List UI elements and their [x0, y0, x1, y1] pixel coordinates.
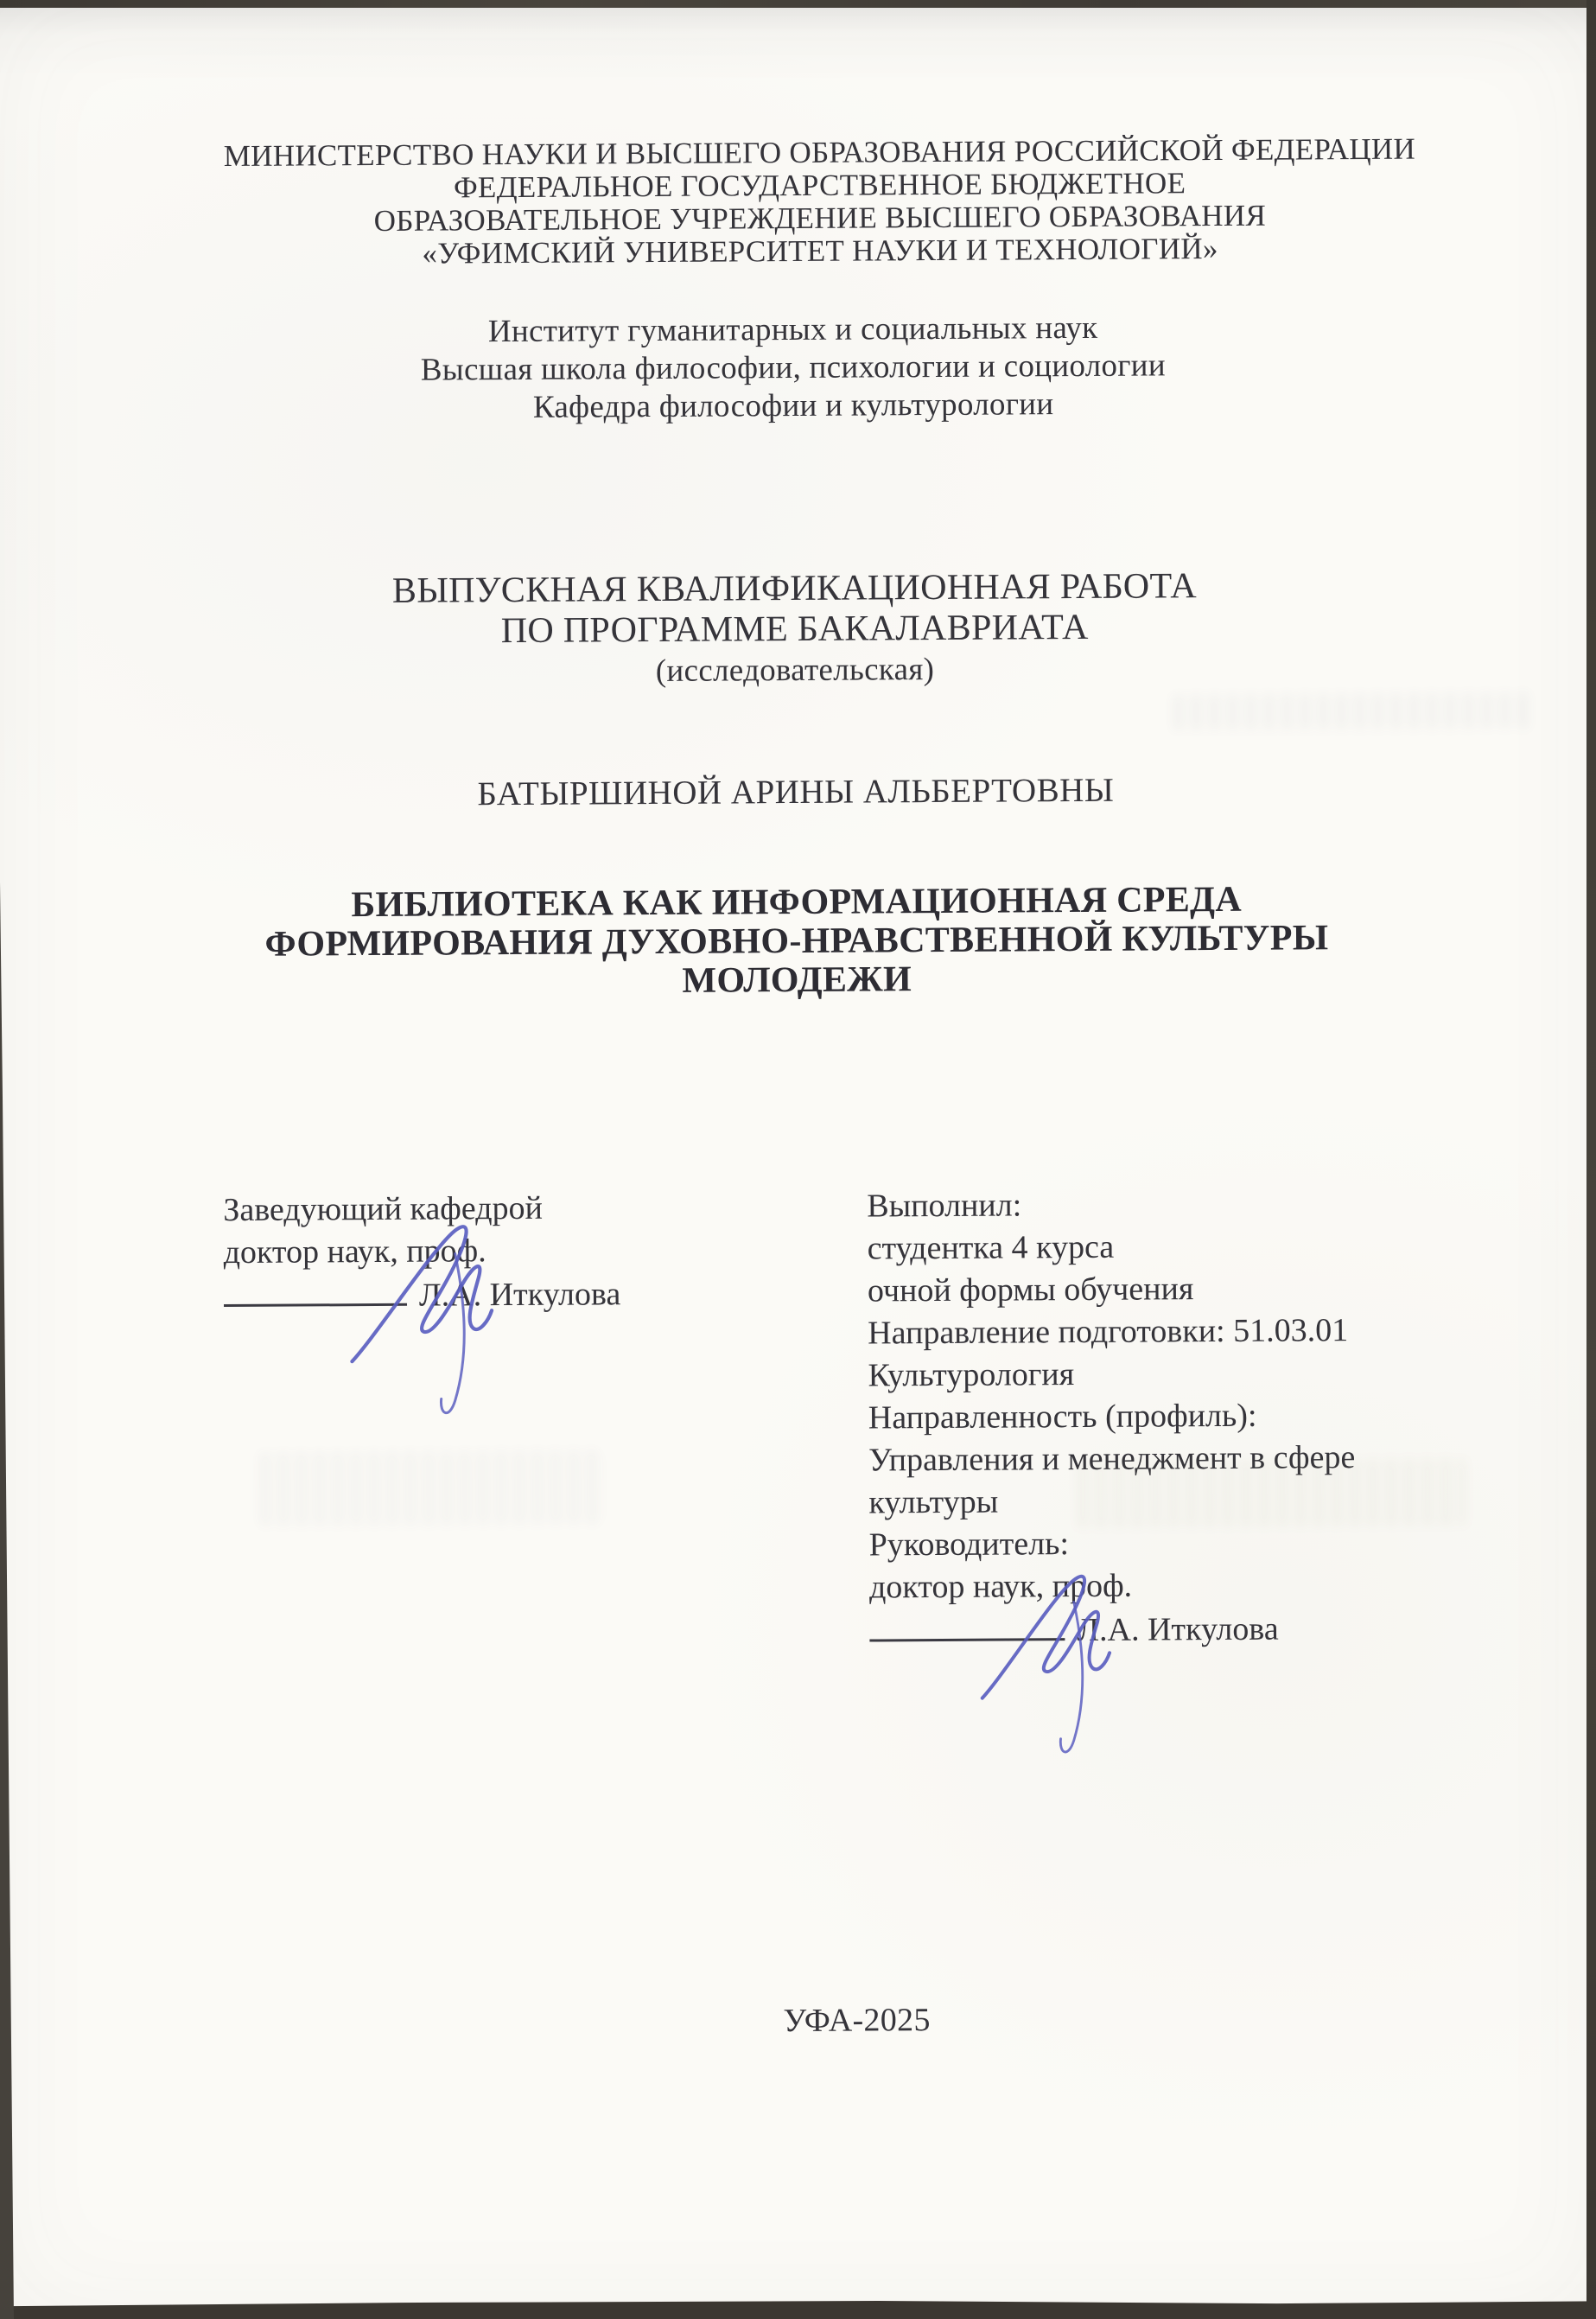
performer-line-8: культуры	[868, 1483, 999, 1521]
thesis-title	[0, 878, 1595, 1004]
thesis-title-line-2: ФОРМИРОВАНИЯ ДУХОВНО-НРАВСТВЕННОЙ КУЛЬТУРЫ	[264, 918, 1329, 965]
university-header-line-1: МИНИСТЕРСТВО НАУКИ И ВЫСШЕГО ОБРАЗОВАНИЯ РОССИЙСКОЙ ФЕДЕРАЦИИ	[223, 131, 1416, 174]
bleed-through-smudge	[259, 1449, 606, 1526]
work-type-line-3: (исследовательская)	[655, 652, 935, 689]
work-type-line-1: ВЫПУСКНАЯ КВАЛИФИКАЦИОННАЯ РАБОТА	[391, 566, 1198, 611]
performer-line-5: Культурология	[868, 1356, 1075, 1394]
university-header-line-3: ОБРАЗОВАТЕЛЬНОЕ УЧРЕЖДЕНИЕ ВЫСШЕГО ОБРАЗОВАНИЯ	[373, 198, 1267, 238]
department-line-2: Высшая школа философии, психологии и социологии	[420, 347, 1167, 388]
performer-line-4: Направление подготовки: 51.03.01	[868, 1312, 1349, 1352]
performer-line-6: Направленность (профиль):	[868, 1397, 1257, 1437]
head-of-department-title: Заведующий кафедрой	[223, 1189, 544, 1229]
work-type-line-2: ПО ПРОГРАММЕ БАКАЛАВРИАТА	[500, 607, 1089, 652]
city-year: УФА-2025	[783, 2002, 931, 2040]
author-name: БАТЫРШИНОЙ АРИНЫ АЛЬБЕРТОВНЫ	[477, 771, 1115, 813]
performer-line-1: Выполнил:	[867, 1187, 1022, 1225]
university-header-line-2: ФЕДЕРАЛЬНОЕ ГОСУДАРСТВЕННОЕ БЮДЖЕТНОЕ	[453, 166, 1186, 205]
handwritten-signature-head	[335, 1215, 518, 1424]
bleed-through-smudge	[1173, 692, 1536, 731]
performer-line-10: доктор наук, проф.	[868, 1567, 1133, 1606]
thesis-title-line-3: МОЛОДЕЖИ	[682, 959, 912, 1001]
performer-line-2: студентка 4 курса	[867, 1228, 1115, 1267]
performer-line-3: очной формы обучения	[867, 1271, 1194, 1309]
university-header-line-4: «УФИМСКИЙ УНИВЕРСИТЕТ НАУКИ И ТЕХНОЛОГИЙ»	[422, 232, 1218, 271]
work-type-block	[0, 564, 1593, 695]
university-header	[0, 131, 1591, 272]
performer-line-7: Управления и менеджмент в сфере	[868, 1439, 1356, 1479]
scan-edge-top	[0, 0, 1596, 8]
head-of-department-degree: доктор наук, проф.	[223, 1233, 486, 1271]
bleed-through-smudge	[1077, 1458, 1466, 1528]
head-signature-name: Л.А. Иткулова	[418, 1276, 621, 1314]
scan-edge-right	[1586, 0, 1596, 2319]
department-line-3: Кафедра философии и культурологии	[532, 386, 1054, 425]
performer-line-9: Руководитель:	[868, 1526, 1070, 1564]
department-block	[0, 306, 1592, 430]
supervisor-signature-name: Л.А. Иткулова	[1077, 1610, 1279, 1649]
department-line-1: Институт гуманитарных и социальных наук	[487, 309, 1098, 350]
handwritten-signature-supervisor	[963, 1558, 1137, 1766]
thesis-title-line-1: БИБЛИОТЕКА КАК ИНФОРМАЦИОННАЯ СРЕДА	[351, 879, 1243, 926]
